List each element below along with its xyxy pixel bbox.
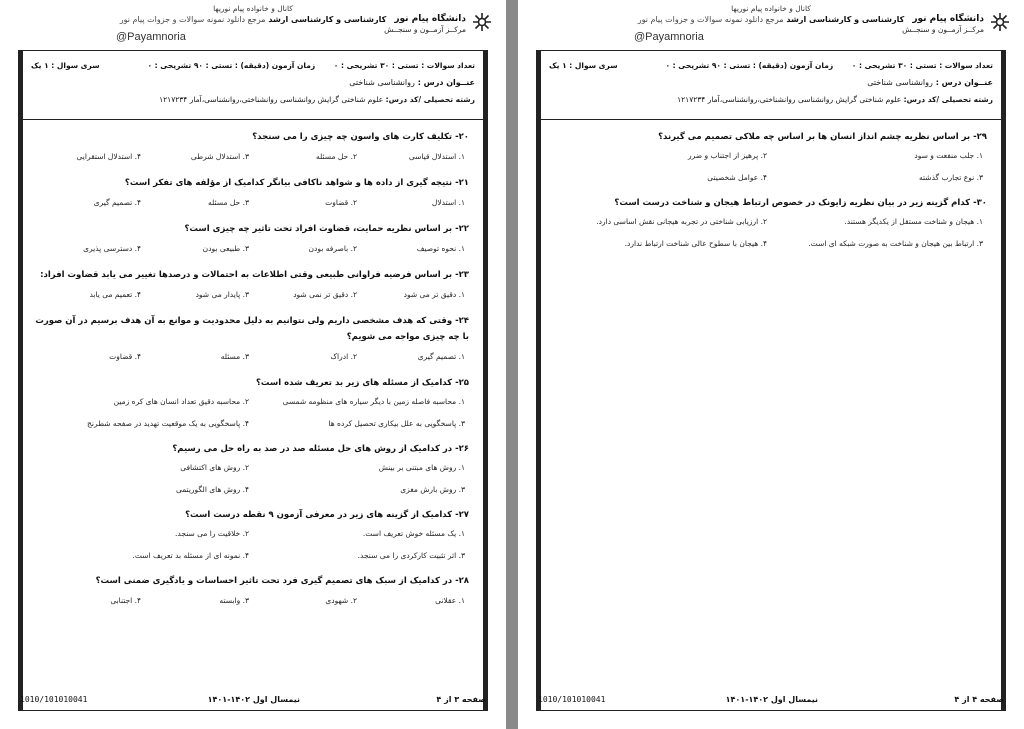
answer-options <box>33 457 473 501</box>
question-text: ۲۲- بر اساس نظریه حمایت، قضاوت افراد تحت تاثیر چه چیزی است؟ <box>184 224 469 234</box>
exam-info <box>541 51 1001 120</box>
field-line <box>677 95 993 104</box>
question-item <box>33 267 473 307</box>
answer-option: ۴. دسترسی پذیری <box>83 244 141 253</box>
answer-option: ۱. دقیق تر می شود <box>403 290 465 299</box>
answer-option: ۲. حل مسئله <box>316 152 357 161</box>
answer-option: ۱. استدلال قیاسی <box>408 152 465 161</box>
field-value: علوم شناختی گرایش روانشناسی روانشناختی،روانشناسی،آمار ۱۲۱۷۲۳۴ <box>159 95 384 104</box>
course-title: روانشناسی شناختی <box>349 78 415 87</box>
answer-option: ۲. ادراک <box>330 352 357 361</box>
answer-option: ۳. طبیعی بودن <box>202 244 249 253</box>
question-item <box>33 375 473 435</box>
answer-option: ۳. ارتباط بین هیجان و شناخت به صورت شبکه ای است. <box>808 239 983 248</box>
course-title-line <box>349 78 475 87</box>
exam-page-4 <box>518 0 1024 729</box>
question-item <box>33 221 473 261</box>
page-footer <box>536 695 1006 711</box>
answer-option: ۲. باصرفه بودن <box>308 244 357 253</box>
answer-options <box>551 211 991 255</box>
answer-option: ۴. هیجان با سطوح عالی شناخت ارتباط ندارد. <box>624 239 767 248</box>
answer-option: ۱. نحوه توصیف <box>416 244 465 253</box>
exam-info <box>23 51 483 120</box>
question-text: ۲۰- تکلیف کارت های واسون چه چیزی را می سنجد؟ <box>252 132 469 142</box>
answer-options <box>33 523 473 567</box>
exam-time: زمان آزمون (دقیقه) : تستی : ۹۰ تشریحی : ۰ <box>665 61 834 70</box>
answer-options <box>33 191 473 215</box>
brand-text: @Payamnoria <box>116 31 186 43</box>
answer-options <box>33 391 473 435</box>
answer-option: ۲. شهودی <box>325 596 357 605</box>
exam-time: زمان آزمون (دقیقه) : تستی : ۹۰ تشریحی : ۰ <box>147 61 316 70</box>
question-text: ۲۹- بر اساس نظریه چشم انداز انسان ها بر اساس چه ملاکی تصمیم می گیرند؟ <box>658 132 987 142</box>
field-line <box>159 95 475 104</box>
page-number: صفحه ۳ از ۴ <box>436 695 486 704</box>
brand-handle <box>116 31 186 43</box>
answer-option: ۴. قضاوت <box>109 352 141 361</box>
answer-options <box>33 145 473 169</box>
question-text: ۳۰- کدام گزینه زیر در بیان نظریه زایونک در خصوص ارتباط هیجان و شناخت درست است؟ <box>614 198 987 208</box>
channel-tagline: کانال و خانواده پیام نوریها <box>731 4 811 13</box>
barcode-number: 1010/101010041 <box>538 695 606 704</box>
question-text: ۲۵- کدامیک از مسئله های زیر بد تعریف شده است؟ <box>256 378 469 388</box>
page-header <box>524 2 1018 50</box>
answer-option: ۴. تصمیم گیری <box>93 198 141 207</box>
term-label: نیمسال اول ۱۴۰۲-۱۴۰۱ <box>207 695 300 704</box>
exam-center: مرکــز آزمــون و سنجــش <box>902 25 984 34</box>
answer-options <box>33 589 473 613</box>
question-item <box>33 573 473 613</box>
answer-option: ۱. روش های مبتنی بر بینش <box>378 463 465 472</box>
brand-text: @Payamnoria <box>634 31 704 43</box>
course-title-line <box>867 78 993 87</box>
question-item <box>33 175 473 215</box>
question-series: سری سوال : ۱ یک <box>549 61 618 70</box>
answer-option: ۴. تعمیم می یابد <box>89 290 141 299</box>
header-center <box>6 4 500 24</box>
degree-line <box>524 15 1018 24</box>
degree-line <box>6 15 500 24</box>
answer-option: ۳. وابسته <box>219 596 249 605</box>
exam-frame <box>18 50 488 711</box>
answer-option: ۴. نمونه ای از مسئله بد تعریف است. <box>132 551 249 560</box>
answer-option: ۳. اثر تثبیت کارکردی را می سنجد. <box>357 551 465 560</box>
page-number: صفحه ۴ از ۴ <box>954 695 1004 704</box>
question-list <box>551 123 991 255</box>
answer-option: ۱. استدلال <box>431 198 465 207</box>
page-header <box>6 2 500 50</box>
page-footer <box>18 695 488 711</box>
brand-handle <box>634 31 704 43</box>
answer-option: ۴. روش های الگوریتمی <box>175 485 249 494</box>
barcode-number: 1010/101010041 <box>20 695 88 704</box>
question-item <box>33 507 473 567</box>
question-item <box>33 313 473 369</box>
header-center <box>524 4 1018 24</box>
question-series: سری سوال : ۱ یک <box>31 61 100 70</box>
answer-options <box>33 345 473 369</box>
answer-option: ۳. مسئله <box>220 352 249 361</box>
answer-option: ۲. محاسبه دقیق تعداد انسان های کره زمین <box>113 397 249 406</box>
question-item <box>33 441 473 501</box>
question-item <box>551 195 991 255</box>
answer-option: ۳. نوع تجارب گذشته <box>919 173 983 182</box>
answer-option: ۱. یک مسئله خوش تعریف است. <box>362 529 465 538</box>
question-text: ۲۱- نتیجه گیری از داده ها و شواهد ناکافی بیانگر کدامیک از مؤلفه های تفکر است؟ <box>124 178 469 188</box>
exam-page-3 <box>0 0 506 729</box>
question-text: ۲۴- وقتی که هدف مشخصی داریم ولی نتوانیم به دلیل محدودیت و موانع به آن هدف برسیم در آن صورت با چه چیزی مواجه می شویم؟ <box>35 316 469 342</box>
answer-option: ۲. قضاوت <box>325 198 357 207</box>
degree-label: کارشناسی و کارشناسی ارشد <box>786 15 905 24</box>
answer-option: ۲. خلاقیت را می سنجد. <box>175 529 249 538</box>
answer-option: ۲. پرهیز از اجتناب و ضرر <box>688 151 767 160</box>
exam-frame <box>536 50 1006 711</box>
answer-option: ۴. پاسخگویی به یک موقعیت تهدید در صفحه شطرنج <box>87 419 249 428</box>
course-title-key: عنــوان درس : <box>935 78 993 87</box>
channel-tagline: کانال و خانواده پیام نوریها <box>213 4 293 13</box>
question-item <box>33 129 473 169</box>
question-text: ۲۶- در کدامیک از روش های حل مسئله صد در صد به راه حل می رسیم؟ <box>172 444 469 454</box>
university-title: دانشگاه پیام نور <box>394 14 466 24</box>
answer-option: ۳. پایدار می شود <box>195 290 249 299</box>
field-value: علوم شناختی گرایش روانشناسی روانشناختی،روانشناسی،آمار ۱۲۱۷۲۳۴ <box>677 95 902 104</box>
answer-option: ۴. استدلال استقرایی <box>76 152 141 161</box>
answer-option: ۲. روش های اکتشافی <box>180 463 249 472</box>
question-text: ۲۳- بر اساس فرضیه فراوانی طبیعی وقتی اطلاعات به احتمالات و درصدها تغییر می یابد قضاوت افراد: <box>40 270 469 280</box>
exam-center: مرکــز آزمــون و سنجــش <box>384 25 466 34</box>
question-text: ۲۷- کدامیک از گزینه های زیر در معرفی آزمون ۹ نقطه درست است؟ <box>185 510 469 520</box>
answer-option: ۲. ارزیابی شناختی در تجربه هیجانی نقش اساسی دارد. <box>596 217 767 226</box>
field-key: رشته تحصیلی /کد درس: <box>385 95 475 104</box>
answer-option: ۳. روش بارش مغزی <box>400 485 465 494</box>
site-description: مرجع دانلود نمونه سوالات و جزوات پیام نور <box>637 15 784 24</box>
course-title-key: عنــوان درس : <box>417 78 475 87</box>
answer-option: ۴. عوامل شخصیتی <box>707 173 767 182</box>
answer-option: ۱. جلب منفعت و سود <box>914 151 983 160</box>
page-gap <box>506 0 518 729</box>
answer-option: ۴. اجتنابی <box>110 596 141 605</box>
answer-option: ۱. تصمیم گیری <box>417 352 465 361</box>
answer-option: ۳. حل مسئله <box>208 198 249 207</box>
question-list <box>33 123 473 613</box>
answer-options <box>33 237 473 261</box>
answer-option: ۱. عقلانی <box>435 596 465 605</box>
question-item <box>551 129 991 189</box>
course-title: روانشناسی شناختی <box>867 78 933 87</box>
question-text: ۲۸- در کدامیک از سبک های تصمیم گیری فرد تحت تاثیر احساسات و یادگیری ضمنی است؟ <box>95 576 469 586</box>
answer-options <box>33 283 473 307</box>
answer-option: ۱. هیجان و شناخت مستقل از یکدیگر هستند. <box>844 217 983 226</box>
answer-options <box>551 145 991 189</box>
answer-option: ۳. استدلال شرطی <box>190 152 249 161</box>
term-label: نیمسال اول ۱۴۰۲-۱۴۰۱ <box>725 695 818 704</box>
question-count: تعداد سوالات : تستی : ۳۰ تشریحی : ۰ <box>333 61 475 70</box>
degree-label: کارشناسی و کارشناسی ارشد <box>268 15 387 24</box>
question-count: تعداد سوالات : تستی : ۳۰ تشریحی : ۰ <box>851 61 993 70</box>
site-description: مرجع دانلود نمونه سوالات و جزوات پیام نور <box>119 15 266 24</box>
field-key: رشته تحصیلی /کد درس: <box>903 95 993 104</box>
university-title: دانشگاه پیام نور <box>912 14 984 24</box>
answer-option: ۲. دقیق تر نمی شود <box>293 290 357 299</box>
answer-option: ۱. محاسبه فاصله زمین با دیگر سیاره های منظومه شمسی <box>282 397 465 406</box>
answer-option: ۳. پاسخگویی به علل بیکاری تحصیل کرده ها <box>328 419 465 428</box>
